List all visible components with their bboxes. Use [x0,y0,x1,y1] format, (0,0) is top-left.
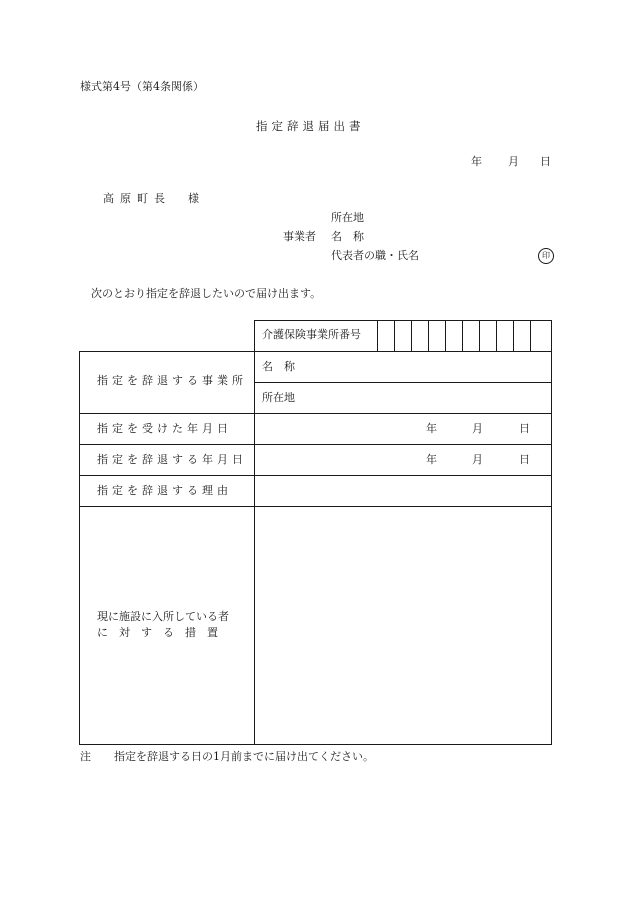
measures-label-line2: に 対 す る 措 置 [97,626,218,639]
office-number-digit[interactable] [462,321,463,351]
seal-mark: 印 [538,248,554,264]
withdraw-year: 年 [426,453,437,466]
reason-label: 指定を辞退する理由 [97,484,232,497]
withdraw-day: 日 [519,453,530,466]
note-prefix: 注 [80,750,91,763]
applicant-rep-label: 代表者の職・氏名 [331,249,419,262]
addressee: 高原町長 様 [103,192,205,205]
office-address-field[interactable] [300,383,551,413]
date-year-label: 年 [471,155,482,168]
withdraw-month: 月 [472,453,483,466]
page-title: 指定辞退届出書 [256,119,365,133]
office-number-label: 介護保険事業所番号 [262,328,361,341]
applicant-name-label: 名 称 [331,230,364,243]
office-row-label: 指定を辞退する事業所 [97,374,247,387]
designated-year: 年 [426,422,437,435]
office-number-digit[interactable] [530,321,531,351]
office-address-label: 所在地 [262,391,295,404]
form-number: 様式第4号（第4条関係） [80,80,204,93]
designated-month: 月 [472,422,483,435]
designated-date-label: 指定を受けた年月日 [97,422,232,435]
office-number-digit[interactable] [479,321,480,351]
office-number-digit[interactable] [445,321,446,351]
office-number-digit[interactable] [411,321,412,351]
office-number-digit[interactable] [513,321,514,351]
intro-text: 次のとおり指定を辞退したいので届け出ます。 [91,287,322,300]
date-month-label: 月 [508,155,519,168]
applicant-address-label: 所在地 [331,211,364,224]
measures-field[interactable] [255,507,551,744]
office-number-digit[interactable] [496,321,497,351]
office-number-digit[interactable] [428,321,429,351]
office-name-field[interactable] [300,352,551,382]
measures-label-line1: 現に施設に入所している者 [97,610,229,623]
reason-field[interactable] [255,476,551,506]
designated-day: 日 [519,422,530,435]
withdraw-date-label: 指定を辞退する年月日 [97,453,247,466]
office-name-label: 名 称 [262,360,295,373]
note-text: 指定を辞退する日の1月前までに届け出てください。 [114,750,374,763]
applicant-group-label: 事業者 [283,230,316,243]
date-day-label: 日 [540,155,551,168]
office-number-digit[interactable] [394,321,395,351]
